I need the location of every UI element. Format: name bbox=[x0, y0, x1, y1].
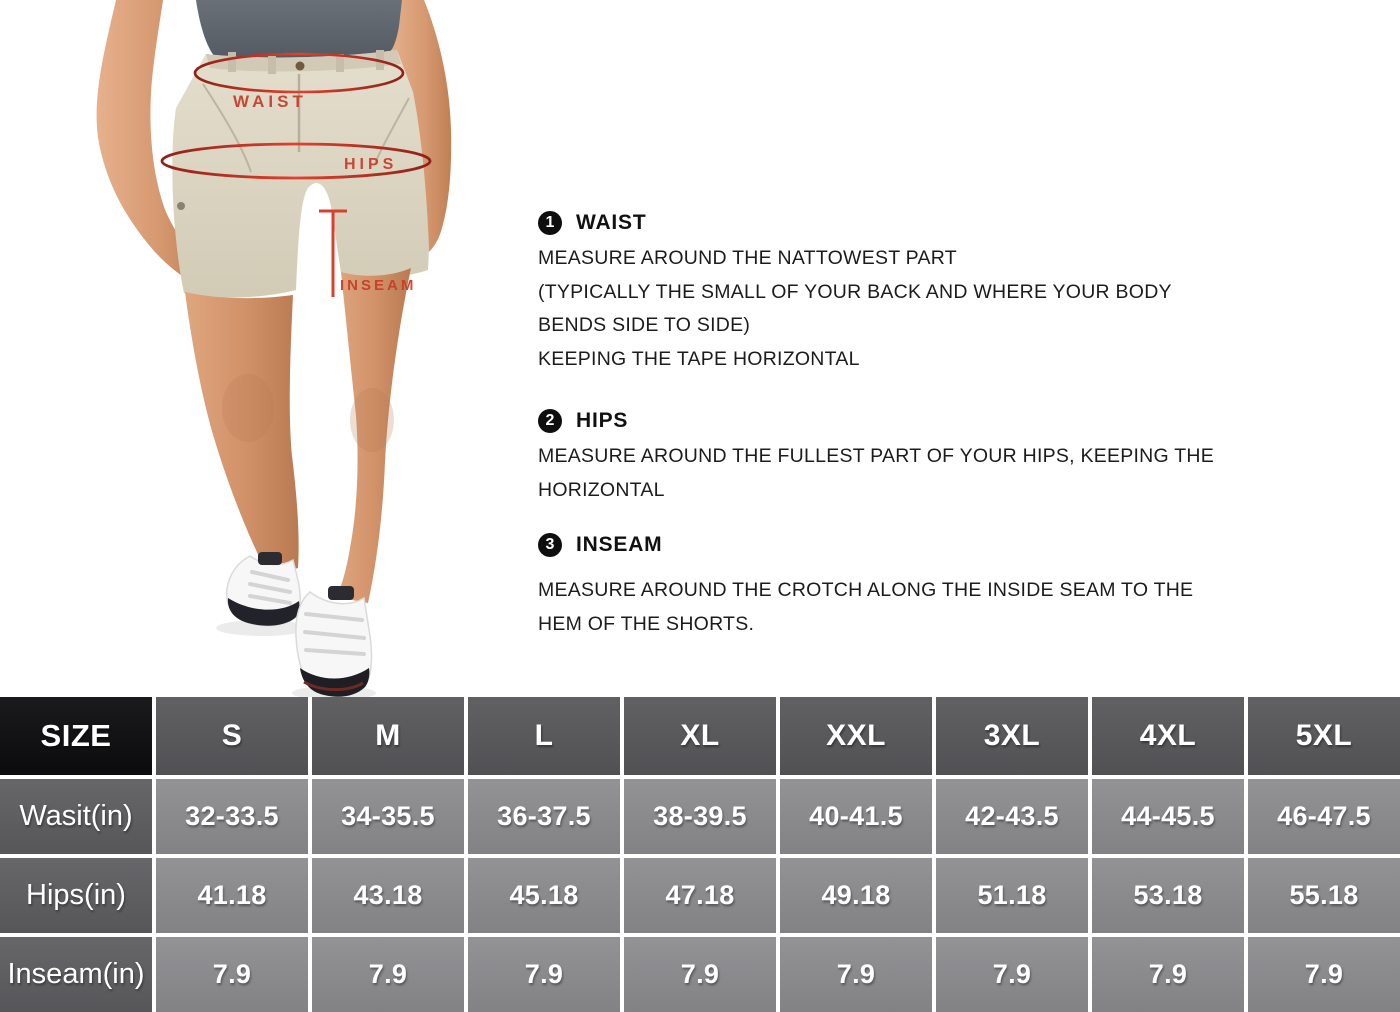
size-value-cell: 47.18 bbox=[624, 858, 776, 933]
model-photo bbox=[0, 0, 530, 697]
right-shoe-tongue bbox=[328, 586, 354, 600]
size-value-cell: 7.9 bbox=[156, 937, 308, 1012]
size-col-header: 5XL bbox=[1248, 697, 1400, 775]
size-value-cell: 42-43.5 bbox=[936, 779, 1088, 854]
size-value-cell: 34-35.5 bbox=[312, 779, 464, 854]
belt-loop bbox=[268, 56, 276, 74]
size-value-cell: 7.9 bbox=[936, 937, 1088, 1012]
instruction-section-hips bbox=[538, 404, 1214, 507]
model-shirt bbox=[196, 0, 402, 60]
instruction-title-hips: HIPS bbox=[576, 409, 629, 432]
shorts-side-snap bbox=[177, 202, 185, 210]
inseam-annotation-label: INSEAM bbox=[340, 277, 417, 294]
size-value-cell: 32-33.5 bbox=[156, 779, 308, 854]
size-value-cell: 49.18 bbox=[780, 858, 932, 933]
hips-annotation-label: HIPS bbox=[344, 156, 398, 173]
instruction-header bbox=[538, 404, 1214, 438]
step-1-badge: 1 bbox=[538, 211, 562, 235]
size-col-header: 4XL bbox=[1092, 697, 1244, 775]
instruction-line: BENDS SIDE TO SIDE) bbox=[538, 314, 751, 336]
size-value-cell: 7.9 bbox=[1248, 937, 1400, 1012]
size-value-cell: 7.9 bbox=[468, 937, 620, 1012]
row-label-inseam: Inseam(in) bbox=[0, 937, 152, 1012]
right-knee-shading bbox=[350, 388, 394, 452]
instruction-section-waist bbox=[538, 206, 1172, 376]
step-2-badge: 2 bbox=[538, 409, 562, 433]
row-label-hips: Hips(in) bbox=[0, 858, 152, 933]
size-col-header: XXL bbox=[780, 697, 932, 775]
belt-loop bbox=[228, 52, 236, 72]
instruction-title-inseam: INSEAM bbox=[576, 533, 663, 556]
instruction-line: HORIZONTAL bbox=[538, 478, 665, 501]
size-table-corner-header: SIZE bbox=[0, 697, 152, 775]
size-value-cell: 44-45.5 bbox=[1092, 779, 1244, 854]
step-3-badge: 3 bbox=[538, 533, 562, 557]
instruction-line: MEASURE AROUND THE CROTCH ALONG THE INSIDE SEAM TO THE bbox=[538, 579, 1194, 601]
size-col-header: L bbox=[468, 697, 620, 775]
size-value-cell: 41.18 bbox=[156, 858, 308, 933]
size-chart-table bbox=[0, 697, 1400, 1012]
size-value-cell: 55.18 bbox=[1248, 858, 1400, 933]
model-illustration bbox=[0, 0, 530, 697]
instruction-header bbox=[538, 206, 1172, 240]
size-col-header: S bbox=[156, 697, 308, 775]
size-value-cell: 46-47.5 bbox=[1248, 779, 1400, 854]
instruction-title-waist: WAIST bbox=[576, 211, 647, 234]
size-col-header: XL bbox=[624, 697, 776, 775]
instruction-line: MEASURE AROUND THE NATTOWEST PART bbox=[538, 247, 957, 269]
size-value-cell: 7.9 bbox=[624, 937, 776, 1012]
instruction-section-inseam bbox=[538, 528, 1193, 641]
left-knee-shading bbox=[222, 374, 274, 442]
size-value-cell: 36-37.5 bbox=[468, 779, 620, 854]
shorts-button bbox=[296, 62, 305, 71]
instruction-line: (TYPICALLY THE SMALL OF YOUR BACK AND WHERE YOUR BODY bbox=[538, 280, 1172, 303]
size-value-cell: 7.9 bbox=[1092, 937, 1244, 1012]
waist-annotation-label: WAIST bbox=[233, 92, 307, 111]
instruction-line: HEM OF THE SHORTS. bbox=[538, 612, 755, 635]
size-value-cell: 38-39.5 bbox=[624, 779, 776, 854]
size-value-cell: 7.9 bbox=[312, 937, 464, 1012]
instruction-line: KEEPING THE TAPE HORIZONTAL bbox=[538, 347, 860, 370]
size-value-cell: 40-41.5 bbox=[780, 779, 932, 854]
size-value-cell: 51.18 bbox=[936, 858, 1088, 933]
measurement-instructions bbox=[538, 0, 1228, 697]
size-col-header: M bbox=[312, 697, 464, 775]
instruction-line: MEASURE AROUND THE FULLEST PART OF YOUR HIPS, KEEPING THE bbox=[538, 445, 1214, 467]
row-label-waist: Wasit(in) bbox=[0, 779, 152, 854]
size-value-cell: 53.18 bbox=[1092, 858, 1244, 933]
size-value-cell: 43.18 bbox=[312, 858, 464, 933]
left-shoe-tongue bbox=[258, 552, 282, 565]
size-col-header: 3XL bbox=[936, 697, 1088, 775]
size-value-cell: 7.9 bbox=[780, 937, 932, 1012]
size-value-cell: 45.18 bbox=[468, 858, 620, 933]
instruction-header bbox=[538, 528, 1193, 562]
